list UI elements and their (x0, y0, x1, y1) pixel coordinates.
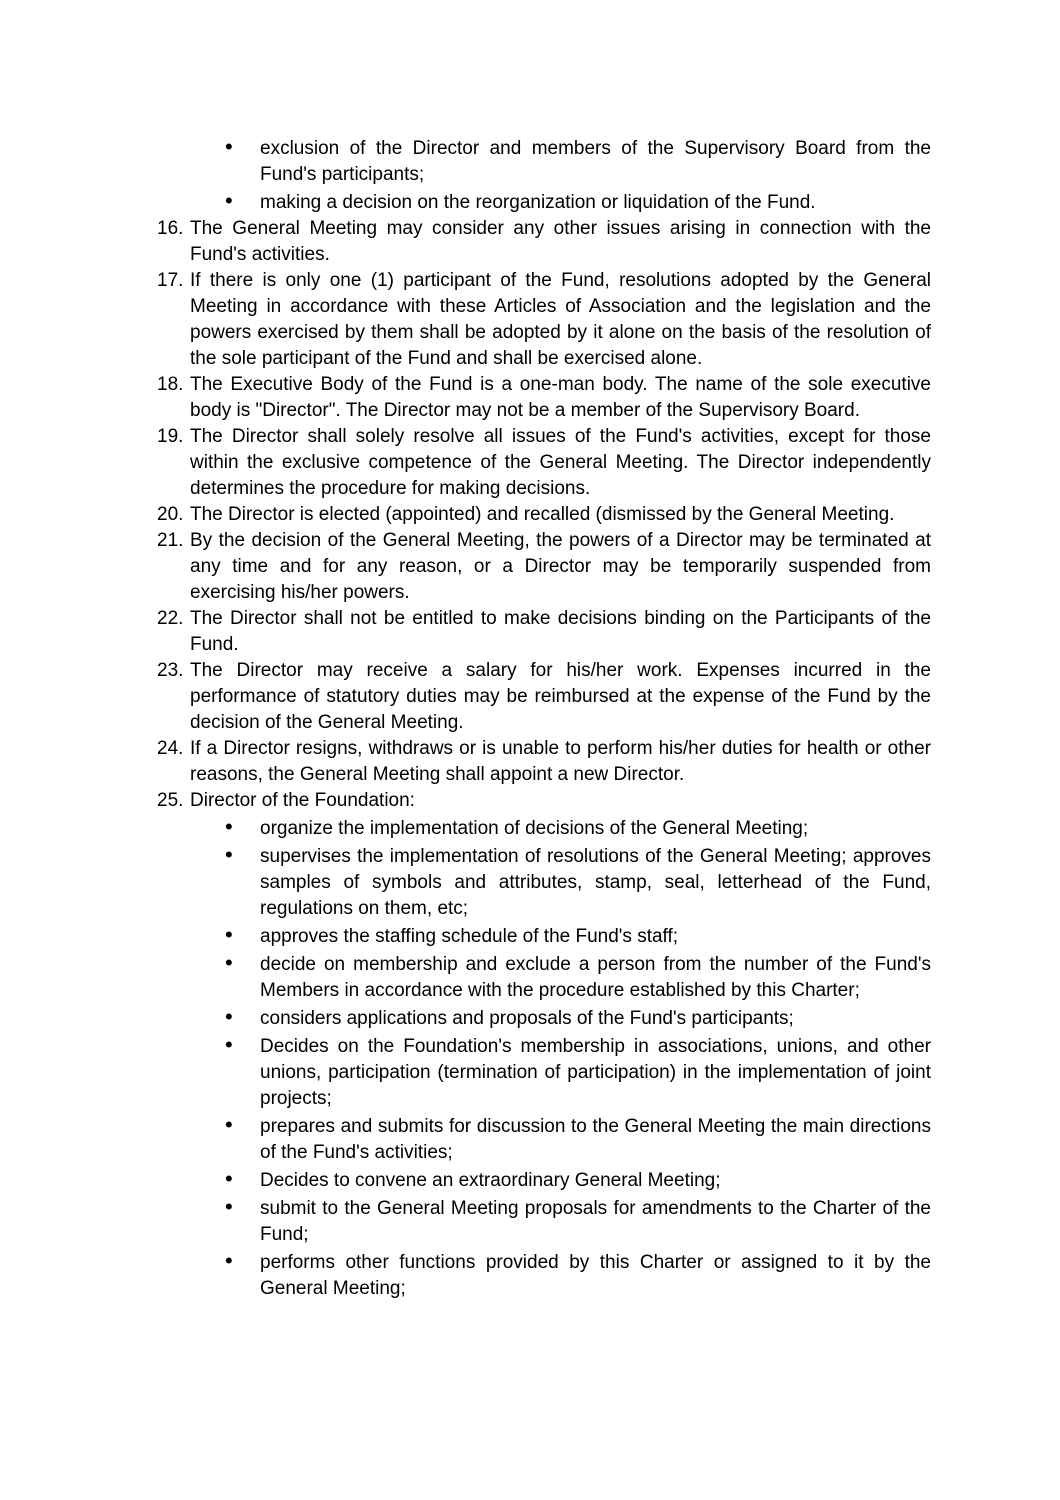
numbered-item-21 (157, 528, 931, 606)
item-text: If there is only one (1) participant of the Fund, resolutions adopted by the General Meeting in accordance with these Articles of Association and the legislation and the powers exercised by them shall be adopted by it alone on the basis of the resolution of the sole participant of the Fund and shall be exercised alone. (190, 270, 931, 369)
item-text: By the decision of the General Meeting, the powers of a Director may be terminated at any time and for any reason, or a Director may be temporarily suspended from exercising his/her powers. (190, 530, 931, 603)
list-item (225, 1194, 931, 1248)
item-number: 23. (157, 660, 184, 681)
item-number: 19. (157, 426, 184, 447)
item-number: 22. (157, 608, 184, 629)
item-number: 25. (157, 790, 184, 811)
numbered-item-19 (157, 424, 931, 502)
bullet-icon: • (225, 1248, 233, 1273)
item-text: If a Director resigns, withdraws or is unable to perform his/her duties for health or other reasons, the General Meeting shall appoint a new Director. (190, 738, 931, 785)
numbered-item-17 (157, 268, 931, 372)
list-item (225, 1032, 931, 1112)
bullet-text: submit to the General Meeting proposals for amendments to the Charter of the Fund; (260, 1198, 931, 1245)
bullet-icon: • (225, 922, 233, 947)
item-number: 20. (157, 504, 184, 525)
list-item (225, 950, 931, 1004)
item-text: Director of the Foundation: (190, 790, 415, 811)
item-number: 16. (157, 218, 184, 239)
item-number: 18. (157, 374, 184, 395)
item-text: The Director may receive a salary for his/her work. Expenses incurred in the performance of statutory duties may be reimbursed at the expense of the Fund by the decision of the General Meeting. (190, 660, 931, 733)
bullet-icon: • (225, 842, 233, 867)
bullet-text: organize the implementation of decisions of the General Meeting; (260, 818, 809, 839)
list-item (225, 922, 931, 950)
bullet-text: performs other functions provided by this Charter or assigned to it by the General Meeting; (260, 1252, 931, 1299)
list-item (225, 1248, 931, 1302)
bullet-text: decide on membership and exclude a person from the number of the Fund's Members in accordance with the procedure established by this Charter; (260, 954, 931, 1001)
numbered-item-16 (157, 216, 931, 268)
list-item (225, 1004, 931, 1032)
bullet-text: making a decision on the reorganization or liquidation of the Fund. (260, 192, 816, 213)
bullet-text: prepares and submits for discussion to the General Meeting the main directions of the Fund's activities; (260, 1116, 931, 1163)
list-item (225, 134, 931, 188)
bullet-icon: • (225, 1004, 233, 1029)
item-number: 17. (157, 270, 184, 291)
list-item (225, 188, 931, 216)
bullet-text: considers applications and proposals of the Fund's participants; (260, 1008, 794, 1029)
bullet-text: exclusion of the Director and members of the Supervisory Board from the Fund's participants; (260, 138, 931, 185)
numbered-item-25 (157, 788, 931, 814)
bullet-icon: • (225, 1166, 233, 1191)
numbered-item-22 (157, 606, 931, 658)
bullet-icon: • (225, 950, 233, 975)
item-text: The Director is elected (appointed) and recalled (dismissed by the General Meeting. (190, 504, 895, 525)
item-text: The Director shall solely resolve all issues of the Fund's activities, except for those within the exclusive competence of the General Meeting. The Director independently determines the procedure for making decisions. (190, 426, 931, 499)
item-text: The General Meeting may consider any other issues arising in connection with the Fund's activities. (190, 218, 931, 265)
bullet-icon: • (225, 1032, 233, 1057)
bullet-icon: • (225, 134, 233, 159)
item-text: The Director shall not be entitled to make decisions binding on the Participants of the Fund. (190, 608, 931, 655)
item-number: 24. (157, 738, 184, 759)
numbered-item-20 (157, 502, 931, 528)
list-item (225, 1166, 931, 1194)
numbered-item-23 (157, 658, 931, 736)
item-number: 21. (157, 530, 184, 551)
bullet-icon: • (225, 188, 233, 213)
bullet-icon: • (225, 1112, 233, 1137)
bullet-text: Decides on the Foundation's membership in associations, unions, and other unions, participation (termination of participation) in the implementation of joint projects; (260, 1036, 931, 1109)
bullet-icon: • (225, 1194, 233, 1219)
list-item (225, 1112, 931, 1166)
list-item (225, 842, 931, 922)
item-text: The Executive Body of the Fund is a one-man body. The name of the sole executive body is "Director". The Director may not be a member of the Supervisory Board. (190, 374, 931, 421)
bullet-icon: • (225, 814, 233, 839)
bullet-text: supervises the implementation of resolutions of the General Meeting; approves samples of symbols and attributes, stamp, seal, letterhead of the Fund, regulations on them, etc; (260, 846, 931, 919)
bullet-text: Decides to convene an extraordinary General Meeting; (260, 1170, 721, 1191)
numbered-item-18 (157, 372, 931, 424)
bullet-text: approves the staffing schedule of the Fund's staff; (260, 926, 679, 947)
document-content (157, 134, 931, 1302)
numbered-item-24 (157, 736, 931, 788)
list-item (225, 814, 931, 842)
